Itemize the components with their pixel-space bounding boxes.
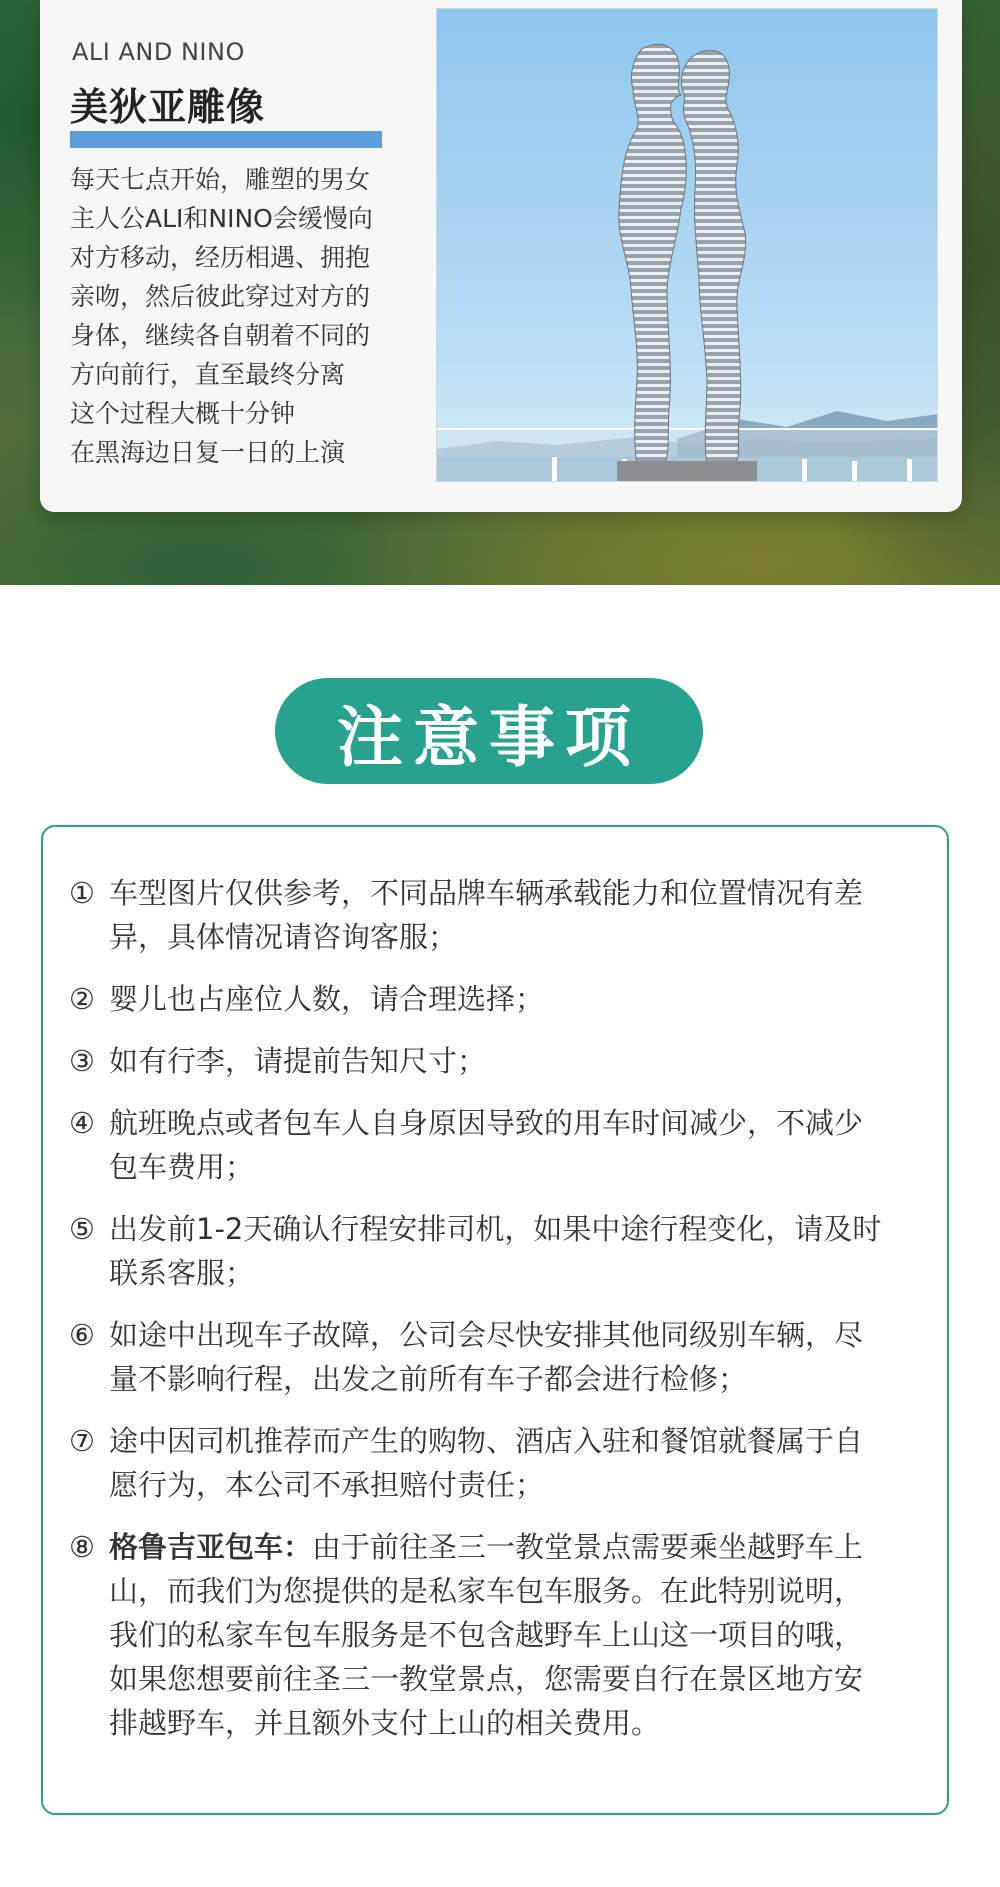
description-line: 身体，继续各自朝着不同的 <box>70 321 371 350</box>
notice-item-text: 如有行李，请提前告知尺寸； <box>109 1044 487 1078</box>
ali-and-nino-statue-photo <box>436 8 938 482</box>
description-line: 每天七点开始，雕塑的男女 <box>70 165 371 194</box>
notice-item <box>69 977 949 1021</box>
notice-item-text: 山，而我们为您提供的是私家车包车服务。在此特别说明， <box>109 1574 864 1608</box>
description-line: 对方移动，经历相遇、拥抱 <box>70 243 371 272</box>
notice-item-number: ⑤ <box>69 1212 95 1246</box>
notice-heading-pill <box>275 678 703 784</box>
notice-item-text: 如途中出现车子故障，公司会尽快安排其他同级别车辆，尽 <box>109 1318 864 1352</box>
description-line: 主人公ALI和NINO会缓慢向 <box>70 204 373 233</box>
notice-item-number: ① <box>69 876 95 910</box>
description-line: 亲吻，然后彼此穿过对方的 <box>70 282 371 311</box>
notice-item-text: 如果您想要前往圣三一教堂景点，您需要自行在景区地方安 <box>109 1662 864 1696</box>
notice-item-number: ⑦ <box>69 1424 95 1458</box>
notice-item-text: 排越野车，并且额外支付上山的相关费用。 <box>109 1706 661 1740</box>
notice-item-text: 联系客服； <box>109 1256 255 1290</box>
notice-item-text: 婴儿也占座位人数，请合理选择； <box>109 982 545 1016</box>
notice-item <box>69 1313 949 1401</box>
notice-item-text: 途中因司机推荐而产生的购物、酒店入驻和餐馆就餐属于自 <box>109 1424 864 1458</box>
description-line: 这个过程大概十分钟 <box>70 399 296 428</box>
notice-item-number: ④ <box>69 1106 95 1140</box>
notice-item-number: ③ <box>69 1044 95 1078</box>
notice-item-number: ② <box>69 982 95 1016</box>
notice-item-text: 愿行为，本公司不承担赔付责任； <box>109 1468 545 1502</box>
notice-item <box>69 1207 949 1295</box>
sculpture-description <box>70 160 400 472</box>
notice-list <box>69 871 949 1763</box>
notice-item-number: ⑧ <box>69 1530 95 1564</box>
notice-item-number: ⑥ <box>69 1318 95 1352</box>
notice-item <box>69 1419 949 1507</box>
notice-item-text: 航班晚点或者包车人自身原因导致的用车时间减少，不减少 <box>109 1106 864 1140</box>
notice-item <box>69 1039 949 1083</box>
notice-item-bold-lead: 格鲁吉亚包车： <box>109 1530 313 1564</box>
notice-item <box>69 1101 949 1189</box>
notice-item-text: 我们的私家车包车服务是不包含越野车上山这一项目的哦， <box>109 1618 864 1652</box>
notice-item-text: 包车费用； <box>109 1150 255 1184</box>
sculpture-title: 美狄亚雕像 <box>70 85 266 129</box>
description-line: 在黑海边日复一日的上演 <box>70 438 346 467</box>
notice-box <box>41 825 949 1815</box>
sculpture-subtitle: ALI AND NINO <box>72 38 245 66</box>
sculpture-info-card <box>40 0 962 512</box>
notice-item-text: 异，具体情况请咨询客服； <box>109 920 458 954</box>
notice-item-text: 车型图片仅供参考，不同品牌车辆承载能力和位置情况有差 <box>109 876 864 910</box>
title-underline-bar <box>70 131 382 148</box>
notice-item <box>69 871 949 959</box>
notice-item-text: 出发前1-2天确认行程安排司机，如果中途行程变化，请及时 <box>109 1212 882 1246</box>
top-banner-background <box>0 0 1000 585</box>
notice-heading-text: 注意事项 <box>337 697 641 776</box>
notice-item <box>69 1525 949 1745</box>
notice-item-text: 量不影响行程，出发之前所有车子都会进行检修； <box>109 1362 748 1396</box>
notice-item-text: 由于前往圣三一教堂景点需要乘坐越野车上 <box>312 1530 864 1564</box>
description-line: 方向前行，直至最终分离 <box>70 360 346 389</box>
